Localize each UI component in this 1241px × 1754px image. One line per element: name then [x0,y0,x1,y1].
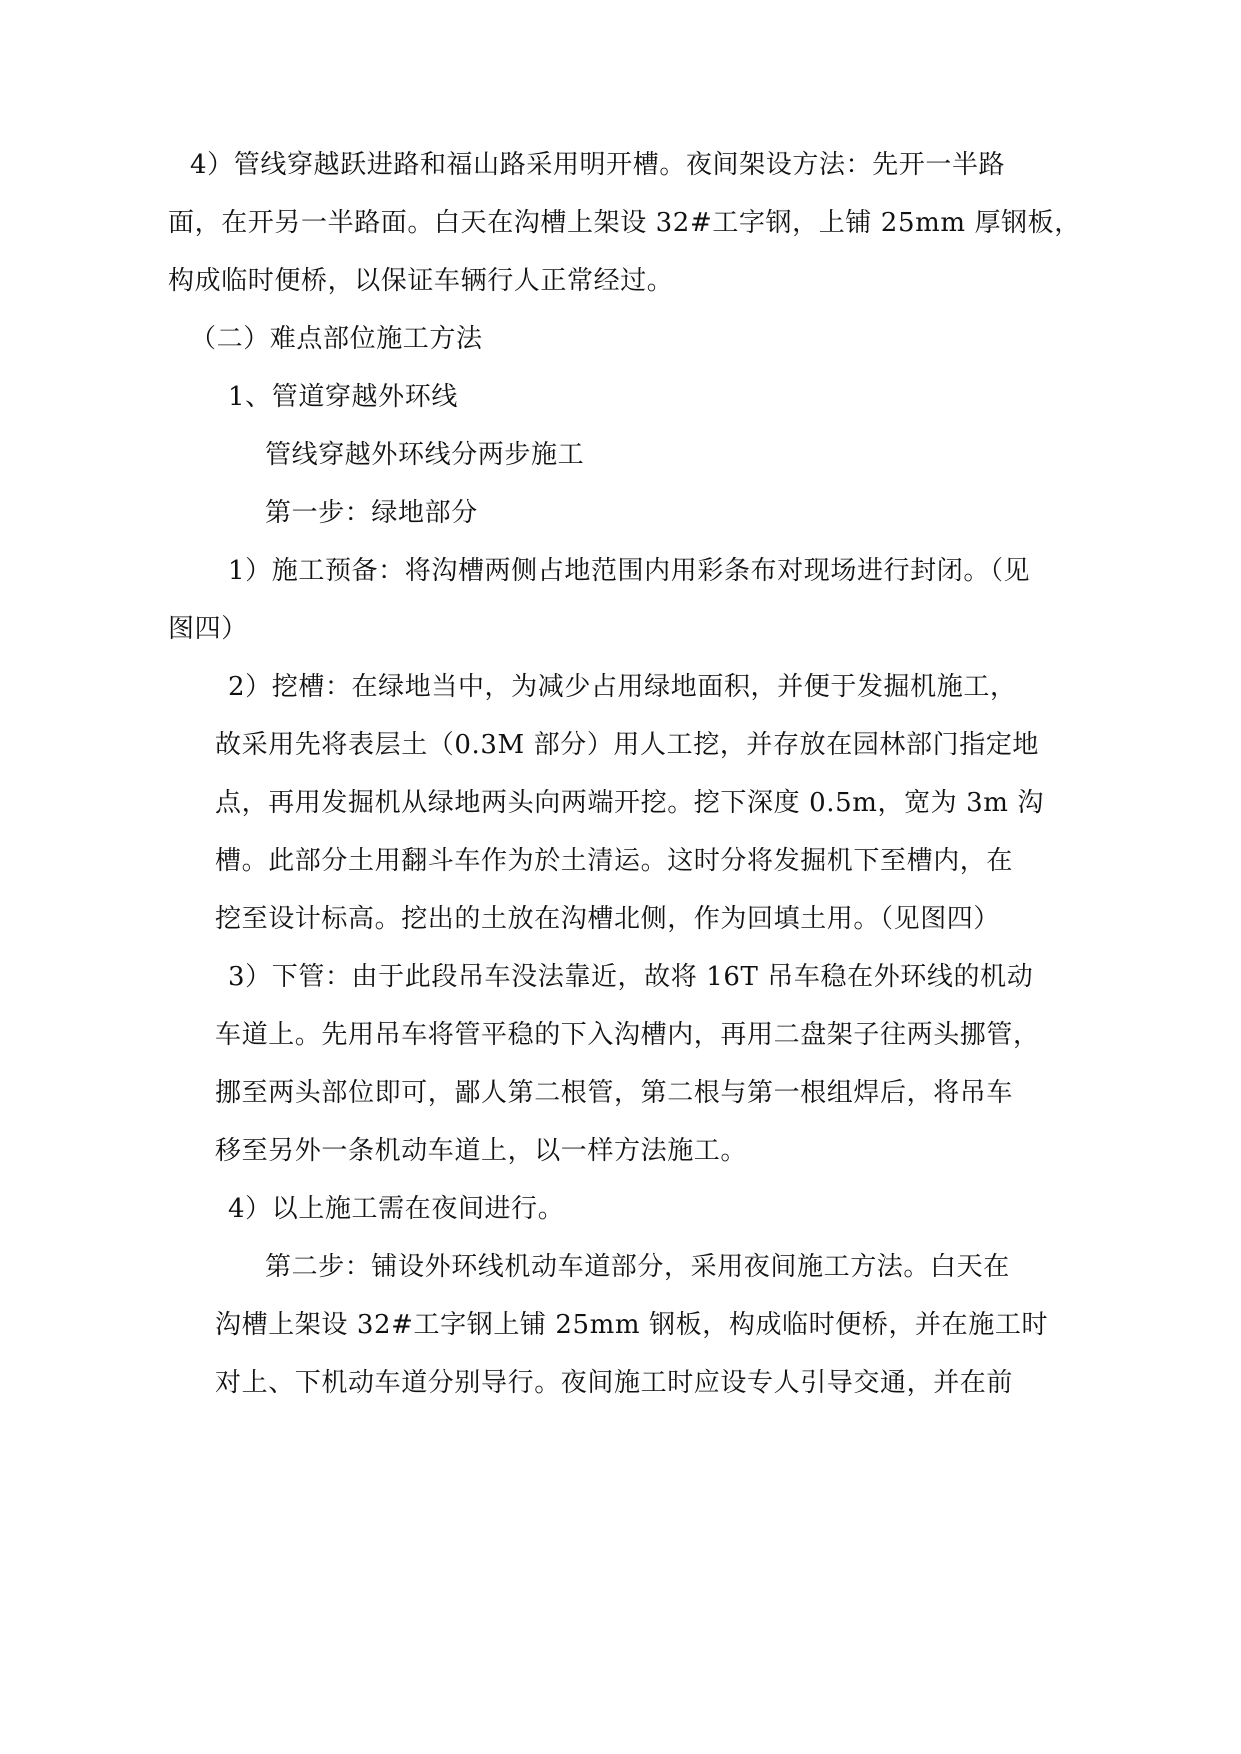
text-line: 2）挖槽：在绿地当中，为减少占用绿地面积，并便于发掘机施工， [228,672,1017,702]
step-heading: 第一步：绿地部分 [265,498,478,528]
text-line: 4）管线穿越跃进路和福山路采用明开槽。夜间架设方法：先开一半路 [190,150,1006,180]
step-heading: 第二步：铺设外环线机动车道部分，采用夜间施工方法。白天在 [265,1252,1010,1282]
section-heading: （二）难点部位施工方法 [190,324,483,354]
text-line: 3）下管：由于此段吊车没法靠近，故将 16T 吊车稳在外环线的机动 [228,962,1034,992]
text-line: 4）以上施工需在夜间进行。 [228,1194,565,1224]
subsection-heading: 1、管道穿越外环线 [228,382,458,412]
text-line: 点，再用发掘机从绿地两头向两端开挖。挖下深度 0.5m，宽为 3m 沟 [215,788,1044,818]
text-line: 沟槽上架设 32#工字钢上铺 25mm 钢板，构成临时便桥，并在施工时 [215,1310,1049,1340]
text-line: 面，在开另一半路面。白天在沟槽上架设 32#工字钢，上铺 25mm 厚钢板， [168,208,1081,238]
text-line: 构成临时便桥，以保证车辆行人正常经过。 [168,266,674,296]
text-line: 挪至两头部位即可，鄙人第二根管，第二根与第一根组焊后，将吊车 [215,1078,1014,1108]
text-line: 管线穿越外环线分两步施工 [265,440,585,470]
text-line: 图四） [168,614,248,644]
text-line: 槽。此部分土用翻斗车作为於土清运。这时分将发掘机下至槽内，在 [215,846,1014,876]
text-line: 挖至设计标高。挖出的土放在沟槽北侧，作为回填土用。（见图四） [215,904,1001,934]
text-line: 故采用先将表层土（0.3M 部分）用人工挖，并存放在园林部门指定地 [215,730,1040,760]
text-line: 移至另外一条机动车道上，以一样方法施工。 [215,1136,748,1166]
text-line: 对上、下机动车道分别导行。夜间施工时应设专人引导交通，并在前 [215,1368,1014,1398]
text-line: 车道上。先用吊车将管平稳的下入沟槽内，再用二盘架子往两头挪管， [215,1020,1040,1050]
text-line: 1）施工预备：将沟槽两侧占地范围内用彩条布对现场进行封闭。（见 [228,556,1031,586]
